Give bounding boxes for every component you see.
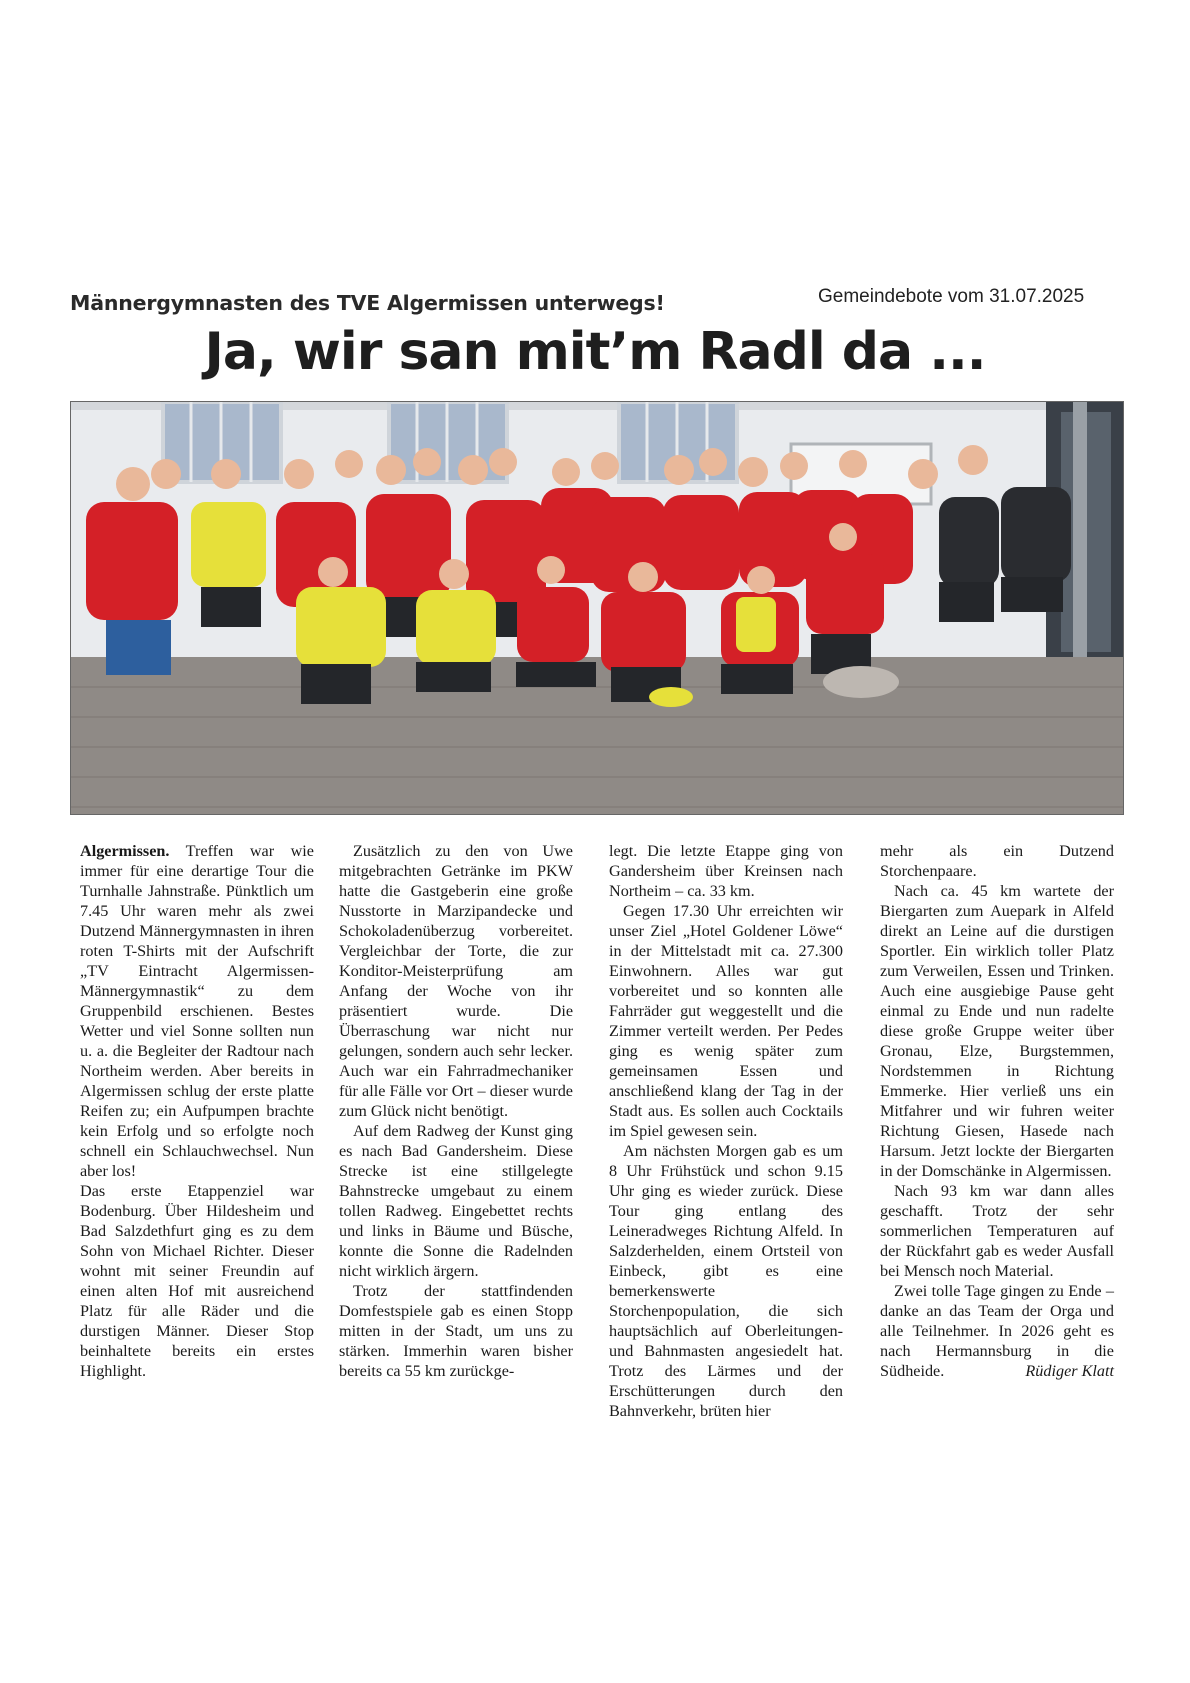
source-label: Gemeindebote vom 31.07.2025 (818, 286, 1085, 307)
author: Rüdiger Klatt (1025, 1362, 1114, 1380)
paragraph: Trotz der stattfindenden Domfestspiele gab es einen Stopp mitten in der Stadt, um uns zu stärken. Immerhin waren bisher bereits ca 55 km zurückge- (339, 1282, 573, 1380)
paragraph: mehr als ein Dutzend Storchenpaare. (880, 842, 1114, 880)
paragraph: legt. Die letzte Etappe ging von Gandersheim über Kreinsen nach Northeim – ca. 33 km. (609, 842, 843, 900)
article-column-1 (80, 841, 314, 1381)
kicker: Männergymnasten des TVE Algermissen unterwegs! (70, 291, 665, 315)
paragraph: Nach ca. 45 km wartete der Biergarten zum Auepark in Alfeld direkt an Leine auf die durstigen Sportler. Ein wirklich toller Platz zum Verweilen, Essen und Trinken. Auch eine ausgiebige Pause geht einmal zu Ende und nun radelte diese große Gruppe weiter über Gronau, Elze, Burgstemmen, Nordstemmen in Richtung Emmerke. Hier verließ uns ein Mitfahrer und wir fuhren weiter Richtung Giesen, Hasede nach Harsum. Jetzt lockte der Biergarten in der Domschänke in Algermissen. (880, 882, 1114, 1180)
paragraph: Gegen 17.30 Uhr erreichten wir unser Ziel „Hotel Goldener Löwe“ in der Mittelstadt mit ca. 27.300 Einwohnern. Alles war gut vorbereitet und so konnten alle Fahrräder gut weggestellt und die Zimmer verteilt werden. Per Pedes ging es wenig später zum gemeinsamen Essen und anschließend klang der Tag in der Stadt aus. Es sollen auch Cocktails im Spiel gewesen sein. (609, 902, 843, 1140)
paragraph: Zusätzlich zu den von Uwe mitgebrachten Getränke im PKW hatte die Gastgeberin eine große Nusstorte in Marzipandecke und Schokoladenüberzug vorbereitet. Vergleichbar der Torte, die zur Konditor-Meisterprüfung am Anfang der Woche von ihr präsentiert wurde. Die Überraschung war nicht nur gelungen, sondern auch sehr lecker. Auch war ein Fahrradmechaniker für alle Fälle vor Ort – dieser wurde zum Glück nicht benötigt. (339, 842, 573, 1120)
article-column-4 (880, 841, 1114, 1381)
dateline: Algermissen. (80, 842, 170, 860)
paragraph (880, 1281, 1114, 1381)
article-column-3 (609, 841, 843, 1421)
paragraph: Das erste Etappenziel war Bodenburg. Über Hildesheim und Bad Salzdethfurt ging es zu dem Sohn von Michael Richter. Dieser wohnt mit seiner Freundin auf einen alten Hof mit ausreichend Platz für alle Räder und die durstigen Männer. Dieser Stop beinhaltete bereits ein erstes Highlight. (80, 1182, 314, 1380)
paragraph: Nach 93 km war dann alles geschafft. Trotz der sehr sommerlichen Temperaturen auf der Rückfahrt gab es weder Ausfall bei Mensch noch Material. (880, 1182, 1114, 1280)
paragraph (80, 841, 314, 1181)
paragraph: Am nächsten Morgen gab es um 8 Uhr Frühstück und schon 9.15 Uhr ging es wieder zurück. Diese Tour ging entlang des Leineradweges Richtung Alfeld. In Salzderhelden, einem Ortsteil von Einbeck, gibt es eine bemerkenswerte Storchenpopulation, die sich hauptsächlich auf Oberleitungen- und Bahnmasten angesiedelt hat. Trotz des Lärmes und der Erschütterungen durch den Bahnverkehr, brüten hier (609, 1142, 843, 1420)
paragraph: Auf dem Radweg der Kunst ging es nach Bad Gandersheim. Diese Strecke ist eine stillgelegte Bahnstrecke umgebaut zu einem tollen Radweg. Eingebettet rechts und links in Bäume und Büsche, konnte die Sonne die Radelnden nicht wirklich ärgern. (339, 1122, 573, 1280)
paragraph-text: Zwei tolle Tage gingen zu Ende – danke an das Team der Orga und alle Teilnehmer. In 2026 geht es nach Hermannsburg in die Südheide. (880, 1282, 1114, 1380)
paragraph-text: Treffen war wie immer für eine derartige Tour die Turnhalle Jahnstraße. Pünktlich um 7.45 Uhr waren mehr als zwei Dutzend Männergymnasten in ihren roten T-Shirts mit der Aufschrift „TV Eintracht Algermissen-Männergymnastik“ zu dem Gruppenbild erschienen. Bestes Wetter und viel Sonne sollten nun u. a. die Begleiter der Radtour nach Northeim werden. Aber bereits in Algermissen schlug der erste platte Reifen zu; ein Aufpumpen brachte kein Erfolg und so erfolgte noch schnell ein Schlauchwechsel. Nun aber los! (80, 842, 314, 1180)
headline: Ja, wir san mit’m Radl da ... (204, 322, 986, 382)
article-column-2 (339, 841, 573, 1381)
group-photo (70, 401, 1124, 815)
